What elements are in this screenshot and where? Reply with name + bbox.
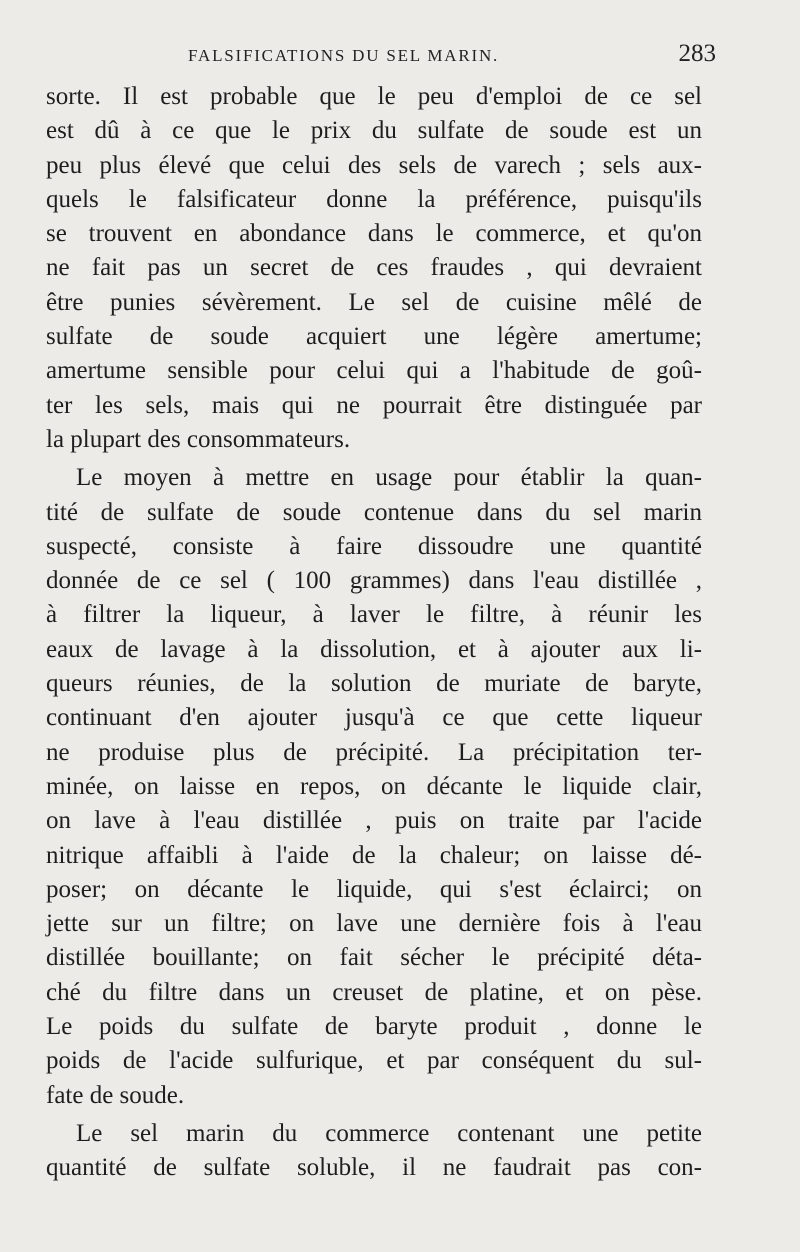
page-number: 283 — [678, 40, 716, 67]
text-line: suspecté, consiste à faire dissoudre une quantité — [46, 532, 702, 560]
text-line: Le sel marin du commerce contenant une petite — [76, 1119, 702, 1147]
text-line: la plupart des consommateurs. — [46, 425, 351, 453]
text-line: ne fait pas un secret de ces fraudes , qui devraient — [46, 254, 702, 282]
text-line: quantité de sulfate soluble, il ne faudrait pas con- — [46, 1154, 702, 1182]
text-line: on lave à l'eau distillée , puis on traite par l'acide — [46, 807, 702, 835]
text-line: à filtrer la liqueur, à laver le filtre, à réunir les — [46, 601, 702, 629]
page-header — [188, 40, 716, 74]
text-line: ne produise plus de précipité. La précipitation ter- — [46, 738, 702, 766]
text-line: quels le falsificateur donne la préférence, puisqu'ils — [46, 185, 702, 213]
text-line: est dû à ce que le prix du sulfate de soude est un — [46, 117, 702, 145]
text-line: Le poids du sulfate de baryte produit , donne le — [46, 1013, 702, 1041]
text-line: nitrique affaibli à l'aide de la chaleur; on laisse dé- — [46, 841, 702, 869]
text-line: jette sur un filtre; on lave une dernière fois à l'eau — [46, 910, 702, 938]
text-line: peu plus élevé que celui des sels de varech ; sels aux- — [46, 151, 702, 179]
text-line: ché du filtre dans un creuset de platine, et on pèse. — [46, 978, 702, 1006]
text-line: tité de sulfate de soude contenue dans du sel marin — [46, 498, 702, 526]
text-line: sorte. Il est probable que le peu d'emploi de ce sel — [46, 83, 702, 110]
text-line: être punies sévèrement. Le sel de cuisine mêlé de — [46, 288, 702, 316]
running-title: FALSIFICATIONS DU SEL MARIN. — [188, 46, 500, 65]
text-line: queurs réunies, de la solution de muriate de baryte, — [46, 670, 702, 698]
text-line: poids de l'acide sulfurique, et par conséquent du sul- — [46, 1047, 702, 1075]
text-line: donnée de ce sel ( 100 grammes) dans l'eau distillée , — [46, 567, 702, 595]
text-line: fate de soude. — [46, 1081, 185, 1109]
text-line: minée, on laisse en repos, on décante le liquide clair, — [46, 772, 702, 800]
text-line: Le moyen à mettre en usage pour établir la quan- — [76, 464, 702, 492]
text-line: amertume sensible pour celui qui a l'habitude de goû- — [46, 357, 702, 385]
text-line: continuant d'en ajouter jusqu'à ce que cette liqueur — [46, 704, 702, 732]
text-line: ter les sels, mais qui ne pourrait être distinguée par — [46, 391, 702, 419]
text-line: sulfate de soude acquiert une légère amertume; — [46, 323, 702, 351]
body-text — [46, 80, 702, 1186]
text-line: eaux de lavage à la dissolution, et à ajouter aux li- — [46, 635, 702, 663]
text-line: se trouvent en abondance dans le commerce, et qu'on — [46, 220, 702, 248]
text-line: poser; on décante le liquide, qui s'est éclairci; on — [46, 875, 702, 903]
text-line: distillée bouillante; on fait sécher le précipité déta- — [46, 944, 702, 972]
